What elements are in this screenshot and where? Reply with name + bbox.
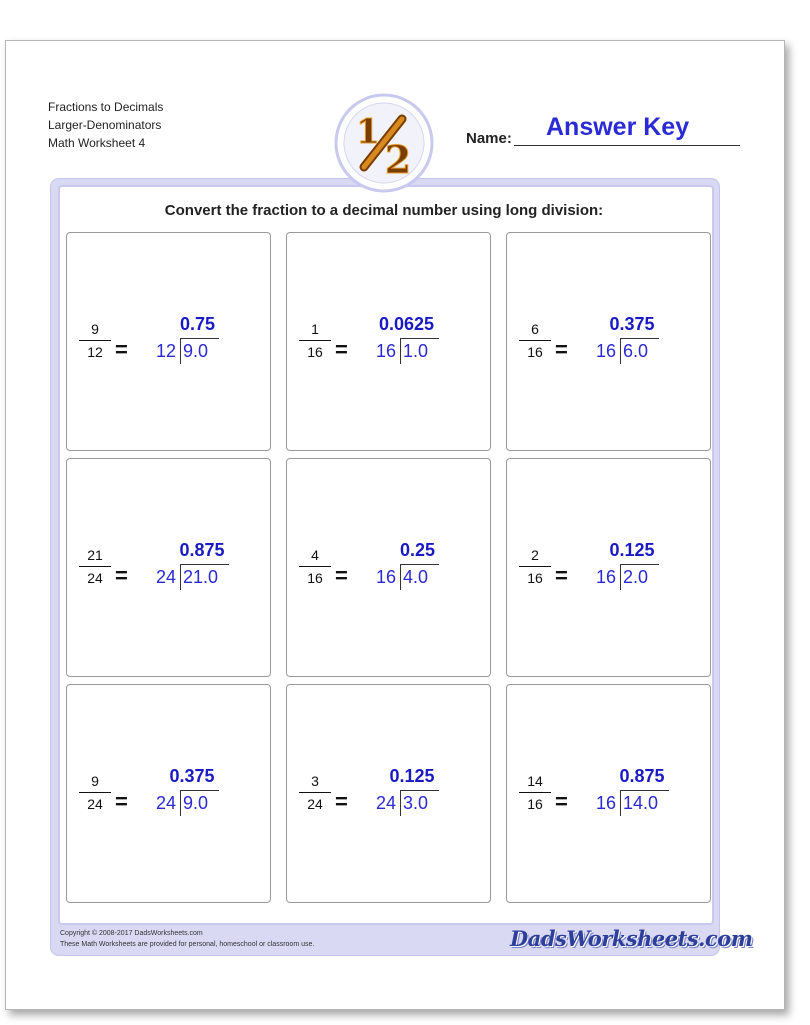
title-line-2: Larger-Denominators [48, 118, 162, 132]
dividend: 14.0 [623, 793, 659, 813]
equals-sign: = [115, 563, 128, 588]
divisor: 16 [375, 341, 396, 361]
fraction [519, 547, 551, 587]
divisor: 12 [155, 341, 176, 361]
problem-card [286, 458, 491, 677]
dividend: 9.0 [183, 793, 209, 813]
copyright-notice [60, 928, 314, 950]
divisor: 16 [375, 567, 396, 587]
fraction-denominator: 24 [87, 796, 103, 812]
instruction-text: Convert the fraction to a decimal number using long division: [164, 202, 604, 219]
fraction-denominator: 16 [307, 570, 323, 586]
usage-note: These Math Worksheets are provided for personal, homeschool or classroom use. [60, 941, 315, 948]
fraction-denominator: 24 [307, 796, 323, 812]
quotient-answer: 0.125 [609, 540, 655, 560]
fraction-bar [79, 792, 111, 793]
divisor: 24 [155, 567, 176, 587]
fraction-numerator: 9 [91, 773, 99, 789]
problem-card [66, 684, 271, 903]
quotient-answer: 0.125 [389, 766, 435, 786]
fraction-bar [299, 792, 331, 793]
fraction-denominator: 12 [87, 344, 103, 360]
problem-card [286, 684, 491, 903]
problem-card [506, 684, 711, 903]
dadsworksheets-logo: DadsWorksheets.com [510, 926, 753, 951]
fraction-numerator: 4 [311, 547, 319, 563]
quotient-answer: 0.0625 [379, 314, 435, 334]
fraction [79, 773, 111, 813]
quotient-answer: 0.75 [180, 314, 216, 334]
equals-sign: = [555, 789, 568, 814]
problem-card [506, 458, 711, 677]
answer-key-label: Answer Key [546, 113, 690, 141]
dividend: 4.0 [403, 567, 429, 587]
fraction [299, 321, 331, 361]
fraction-denominator: 16 [307, 344, 323, 360]
title-line-1: Fractions to Decimals [48, 100, 164, 114]
fraction [299, 773, 331, 813]
title-line-3: Math Worksheet 4 [48, 136, 146, 150]
fraction-numerator: 14 [527, 773, 543, 789]
name-field [514, 145, 740, 146]
fraction-bar [299, 340, 331, 341]
logo-numerator: 1 [356, 112, 380, 152]
problem-card [506, 232, 711, 451]
quotient-answer: 0.375 [169, 766, 215, 786]
fraction [299, 547, 331, 587]
dividend: 2.0 [623, 567, 649, 587]
fraction-bar [519, 566, 551, 567]
logo-denominator: 2 [384, 137, 412, 182]
fraction-numerator: 3 [311, 773, 319, 789]
dividend: 21.0 [183, 567, 219, 587]
equals-sign: = [555, 563, 568, 588]
divisor: 16 [595, 793, 616, 813]
quotient-answer: 0.875 [179, 540, 225, 560]
fraction-numerator: 2 [531, 547, 539, 563]
one-half-logo-icon [334, 93, 434, 193]
fraction-bar [519, 792, 551, 793]
equals-sign: = [115, 337, 128, 362]
fraction-denominator: 16 [527, 796, 543, 812]
equals-sign: = [555, 337, 568, 362]
fraction-bar [79, 566, 111, 567]
fraction-numerator: 9 [91, 321, 99, 337]
fraction [79, 321, 111, 361]
fraction-bar [519, 340, 551, 341]
divisor: 24 [375, 793, 396, 813]
fraction-denominator: 16 [527, 344, 543, 360]
divisor: 16 [595, 567, 616, 587]
fraction [519, 773, 551, 813]
problem-card [286, 232, 491, 451]
fraction [519, 321, 551, 361]
divisor: 24 [155, 793, 176, 813]
name-label: Name: [466, 130, 512, 147]
fraction-denominator: 16 [527, 570, 543, 586]
equals-sign: = [335, 337, 348, 362]
fraction [79, 547, 111, 587]
dividend: 3.0 [403, 793, 429, 813]
fraction-denominator: 24 [87, 570, 103, 586]
worksheet-title [48, 98, 163, 152]
dividend: 9.0 [183, 341, 209, 361]
quotient-answer: 0.875 [619, 766, 665, 786]
dividend: 1.0 [403, 341, 429, 361]
quotient-answer: 0.375 [609, 314, 655, 334]
fraction-numerator: 21 [87, 547, 103, 563]
equals-sign: = [335, 563, 348, 588]
equals-sign: = [335, 789, 348, 814]
problem-card [66, 458, 271, 677]
equals-sign: = [115, 789, 128, 814]
fraction-numerator: 6 [531, 321, 539, 337]
quotient-answer: 0.25 [400, 540, 436, 560]
copyright-line: Copyright © 2008-2017 DadsWorksheets.com [60, 930, 203, 937]
problem-card [66, 232, 271, 451]
dividend: 6.0 [623, 341, 649, 361]
divisor: 16 [595, 341, 616, 361]
fraction-numerator: 1 [311, 321, 319, 337]
fraction-bar [79, 340, 111, 341]
fraction-bar [299, 566, 331, 567]
